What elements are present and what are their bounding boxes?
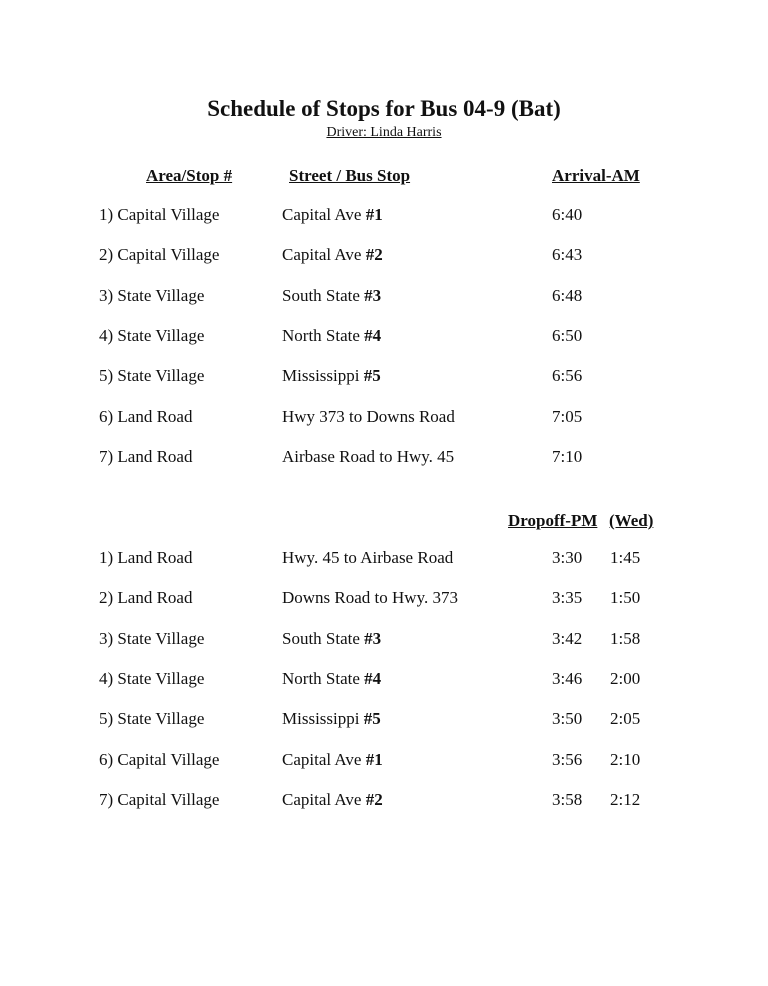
dropoff-pm-header: Dropoff-PM: [508, 511, 598, 530]
time-cell: 7:05: [552, 406, 583, 426]
wednesday-header: (Wed): [609, 511, 654, 530]
street-cell: [282, 205, 383, 225]
time-cell: 3:35: [552, 588, 583, 608]
stop-number: #4: [364, 325, 382, 345]
street-cell: [282, 790, 383, 810]
stop-number: #2: [365, 789, 383, 809]
schedule-row: [0, 709, 768, 733]
schedule-row: [0, 548, 768, 572]
area-stop-cell: 1) Land Road: [99, 548, 193, 567]
area-stop-cell: 4) State Village: [99, 325, 205, 345]
area-stop-cell: 2) Capital Village: [99, 245, 220, 265]
wednesday-time-cell: 2:00: [610, 668, 641, 688]
street-name: Airbase Road to Hwy. 45: [282, 446, 455, 466]
street-cell: [282, 326, 381, 346]
street-cell: [282, 407, 455, 427]
wednesday-time-cell: 2:10: [610, 749, 641, 769]
street-name: Capital Ave: [282, 245, 366, 265]
wednesday-time-cell: 1:50: [610, 588, 641, 608]
time-cell: 3:42: [552, 628, 583, 648]
street-name: Hwy 373 to Downs Road: [282, 406, 455, 426]
street-cell: [282, 286, 381, 306]
street-cell: [282, 669, 381, 689]
area-stop-cell: 4) State Village: [99, 668, 205, 688]
schedule-row: [0, 366, 768, 390]
stop-number: #2: [365, 245, 383, 265]
schedule-row: [0, 447, 768, 471]
street-cell: [282, 245, 383, 265]
street-name: North State: [282, 325, 365, 345]
schedule-row: [0, 790, 768, 814]
schedule-row: [0, 588, 768, 612]
area-stop-cell: 7) Land Road: [99, 446, 193, 466]
schedule-row: [0, 245, 768, 269]
street-name: South State: [282, 628, 365, 648]
street-name: North State: [282, 668, 365, 688]
schedule-row: [0, 669, 768, 693]
schedule-row: [0, 629, 768, 653]
street-name: Hwy. 45 to Airbase Road: [282, 548, 454, 567]
street-name: Mississippi: [282, 709, 364, 729]
street-name: South State: [282, 285, 365, 305]
schedule-row: [0, 205, 768, 229]
area-stop-cell: 6) Land Road: [99, 406, 193, 426]
driver-name: Driver: Linda Harris: [326, 125, 442, 140]
wednesday-time-cell: 2:12: [610, 789, 641, 809]
schedule-row: [0, 326, 768, 350]
time-cell: 3:50: [552, 709, 583, 729]
stop-number: #3: [364, 285, 382, 305]
area-stop-cell: 1) Capital Village: [99, 205, 220, 224]
street-cell: [282, 750, 383, 770]
area-stop-cell: 6) Capital Village: [99, 749, 220, 769]
area-stop-cell: 5) State Village: [99, 709, 205, 729]
street-cell: [282, 709, 381, 729]
stop-number: #4: [364, 668, 382, 688]
schedule-row: [0, 750, 768, 774]
time-cell: 3:56: [552, 749, 583, 769]
street-cell: [282, 629, 381, 649]
wednesday-time-cell: 1:58: [610, 628, 641, 648]
street-name: Capital Ave: [282, 789, 366, 809]
time-cell: 6:40: [552, 205, 583, 224]
wednesday-time-cell: 1:45: [610, 548, 641, 567]
time-cell: 6:50: [552, 325, 583, 345]
street-name: Capital Ave: [282, 205, 366, 224]
time-cell: 3:46: [552, 668, 583, 688]
schedule-row: [0, 286, 768, 310]
time-cell: 6:56: [552, 366, 583, 386]
area-stop-cell: 7) Capital Village: [99, 789, 220, 809]
street-name: Capital Ave: [282, 749, 366, 769]
street-cell: [282, 548, 453, 568]
area-stop-header: Area/Stop #: [146, 166, 233, 185]
stop-number: #5: [363, 366, 381, 386]
time-cell: 6:43: [552, 245, 583, 265]
area-stop-cell: 3) State Village: [99, 285, 205, 305]
stop-number: #1: [365, 205, 383, 224]
stop-number: #1: [365, 749, 383, 769]
stop-number: #5: [363, 709, 381, 729]
stop-number: #3: [364, 628, 382, 648]
street-cell: [282, 447, 454, 467]
time-cell: 6:48: [552, 285, 583, 305]
schedule-row: [0, 407, 768, 431]
wednesday-time-cell: 2:05: [610, 709, 641, 729]
street-name: Downs Road to Hwy. 373: [282, 588, 458, 608]
area-stop-cell: 3) State Village: [99, 628, 205, 648]
arrival-am-header: Arrival-AM: [552, 166, 640, 185]
street-name: Mississippi: [282, 366, 364, 386]
page-title: Schedule of Stops for Bus 04-9 (Bat): [207, 96, 561, 121]
area-stop-cell: 5) State Village: [99, 366, 205, 386]
time-cell: 7:10: [552, 446, 583, 466]
area-stop-cell: 2) Land Road: [99, 588, 193, 608]
street-cell: [282, 588, 458, 608]
time-cell: 3:30: [552, 548, 583, 567]
time-cell: 3:58: [552, 789, 583, 809]
street-bus-stop-header: Street / Bus Stop: [289, 166, 411, 185]
street-cell: [282, 366, 381, 386]
